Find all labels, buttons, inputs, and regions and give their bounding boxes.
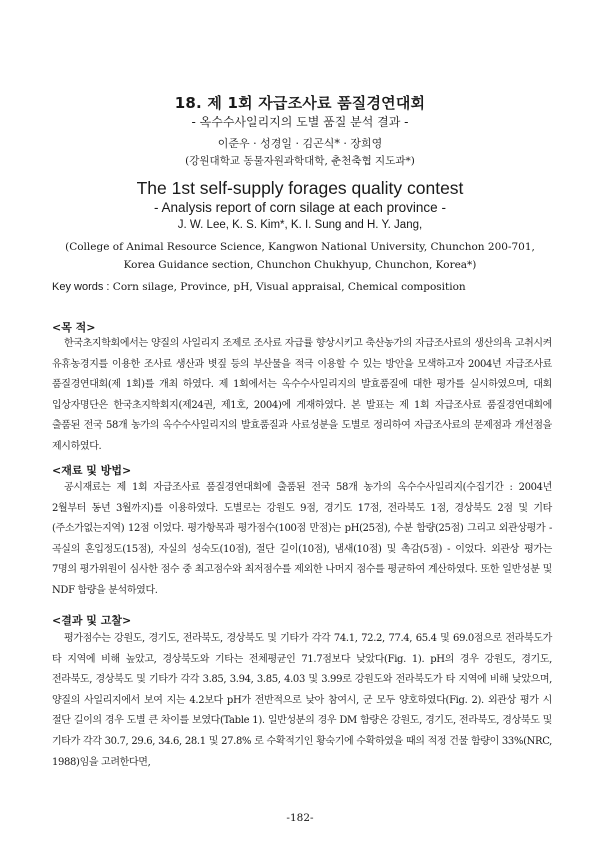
- korean-title: 18. 제 1회 자급조사료 품질경연대회: [174, 94, 426, 112]
- korean-subtitle: - 옥수수사일리지의 도별 품질 분석 결과 -: [191, 115, 409, 129]
- english-title: The 1st self-supply forages quality contest: [136, 178, 464, 198]
- section-body-methods: 공시재료는 제 1회 자급조사료 품질경연대회에 출품된 전국 58개 농가의 옥수수사일리지(수집기간 : 2004년 2월부터 동년 3월까지)를 이용하였다. 도별로는 강원도 9점, 경기도 17점, 전라북도 1점, 경상북도 2점 및 기타(주소가없는지역) 12점 이었다. 평가항목과 평가점수(100점 만점)는 pH(25점), 수분 함량(25점) 그리고 외관상평가 - 곡실의 혼입정도(15점), 자실의 성숙도(10점), 절단 길이(10점), 냄새(10점) 및 촉감(5점) - 이었다. 외관상 평가는 7명의 평가위원이 심사한 점수 중 최고점수와 최저점수를 제외한 나머지 점수를 평균하여 계산하였다. 또한 일반성분 및 NDF 함량을 분석하였다.: [52, 482, 552, 596]
- keywords-text: Corn silage, Province, pH, Visual appraisal, Chemical composition: [109, 281, 466, 293]
- keywords-label: Key words :: [52, 281, 110, 293]
- section-body-results: 평가점수는 강원도, 경기도, 전라북도, 경상북도 및 기타가 각각 74.1, 72.2, 77.4, 65.4 및 69.0점으로 전라북도가 타 지역에 비해 높았고, 경상북도와 기타는 전체평균인 71.7점보다 낮았다(Fig. 1). pH의 경우 강원도, 경기도, 전라북도, 경상북도 및 기타가 각각 3.85, 3.94, 3.85, 4.03 및 3.99로 강원도와 전라북도가 타 지역에 비해 낮았으며, 양질의 사일리지에서 보여 지는 4.2보다 pH가 전반적으로 낮아 참여시, 군 모두 양호하였다(Fig. 2). 외관상 평가 시 절단 길이의 경우 도별 큰 차이를 보였다(Table 1). 일반성분의 경우 DM 함량은 강원도, 경기도, 전라북도, 경상북도 및 기타가 각각 30.7, 29.6, 34.6, 28.1 및 27.8% 로 수확적기인 황숙기에 수확하였을 때의 적정 건물 함량이 33%(NRC, 1988)임을 고려한다면,: [52, 633, 552, 768]
- korean-affiliation: (강원대학교 동물자원과학대학, 춘천축협 지도과*): [185, 155, 415, 167]
- page-number: -182-: [286, 812, 314, 824]
- english-authors: J. W. Lee, K. S. Kim*, K. I. Sung and H. Y. Jang,: [177, 219, 423, 231]
- keywords: [52, 281, 552, 293]
- english-affiliation: (College of Animal Resource Science, Kangwon National University, Chunchon 200-701, Korea Guidance section, Chunchon Chukhyup, Chunchon, Korea*): [65, 241, 535, 271]
- section-heading-methods: <재료 및 방법>: [52, 464, 132, 477]
- section-body-purpose: 한국초지학회에서는 양질의 사일리지 조제로 조사료 자급률 향상시키고 축산농가의 자급조사료의 생산의욕 고취시켜 유휴농경지를 이용한 조사료 생산과 볏짚 등의 부산물을 적극 이용할 수 있는 방안을 모색하고자 2004년 자급조사료 품질경연대회(제 1회)를 개최 하였다. 제 1회에서는 옥수수사일리지의 발효품질에 대한 평가를 실시하였으며, 대회 입상자명단은 한국초지학회지(제24권, 제1호, 2004)에 게재하였다. 본 발표는 제 1회 자급조사료 품질경연대회에 출품된 전국 58개 농가의 옥수수사일리지의 발효품질과 사료성분을 도별로 정리하여 자급조사료의 문제점과 개선점을 제시하였다.: [52, 338, 552, 452]
- korean-authors: 이준우 · 성경일 · 김곤식* · 장희영: [217, 137, 383, 150]
- english-subtitle: - Analysis report of corn silage at each province -: [154, 200, 446, 215]
- section-heading-results: <결과 및 고찰>: [52, 614, 132, 627]
- section-heading-purpose: <목 적>: [52, 321, 96, 334]
